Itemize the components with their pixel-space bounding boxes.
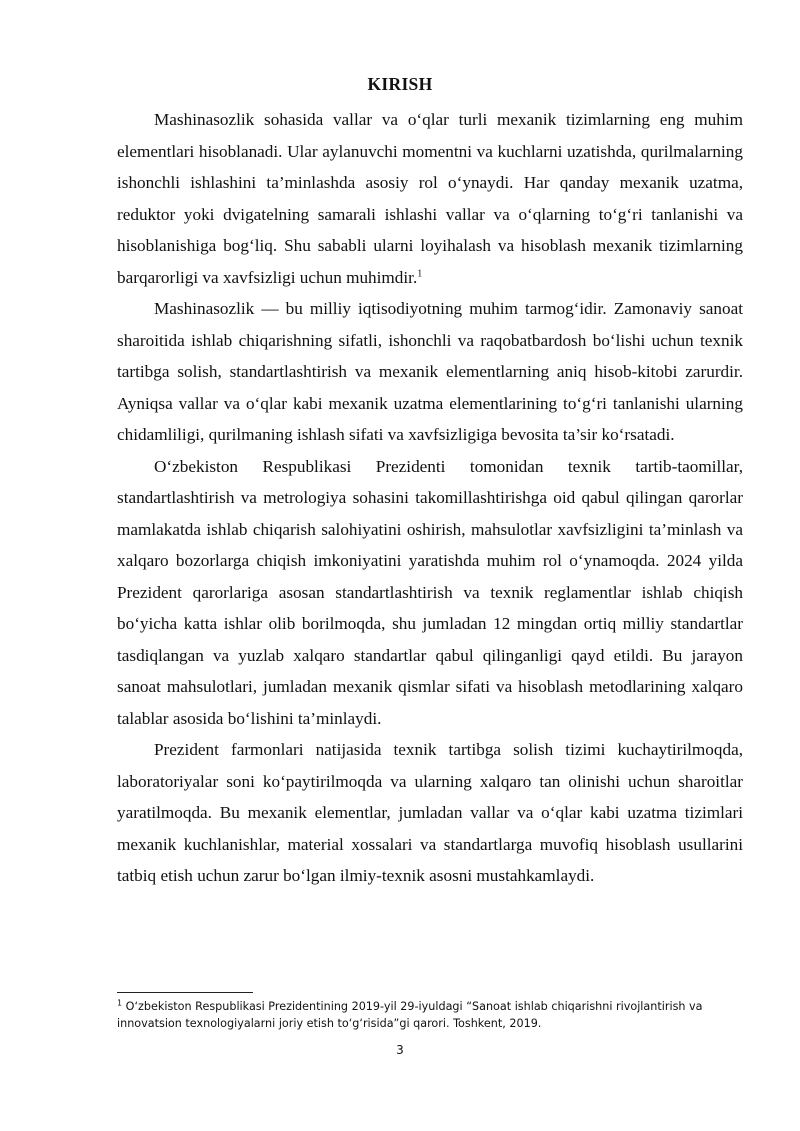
paragraph-3: O‘zbekiston Respublikasi Prezidenti tomonidan texnik tartib-taomillar, standartlashtirish va metrologiya sohasini takomillashtirishga oid qabul qilingan qarorlar mamlakatda ishlab chiqarish salohiyatini oshirish, mahsulotlar xavfsizligini ta’minlash va xalqaro bozorlarga chiqish imkoniyatini yaratishda muhim rol o‘ynamoqda. 2024 yilda Prezident qarorlariga asosan standartlashtirish va texnik reglamentlar ishlab chiqish bo‘yicha katta ishlar olib borilmoqda, shu jumladan 12 mingdan ortiq milliy standartlar tasdiqlangan va yuzlab xalqaro standartlar qabul qilinganligi qayd etildi. Bu jarayon sanoat mahsulotlari, jumladan mexanik qismlar sifati va hisoblash metodlarining xalqaro talablar asosida bo‘lishini ta’minlaydi. [117,456,743,728]
footnote-marker: 1 [117,998,123,1008]
paragraph-4: Prezident farmonlari natijasida texnik tartibga solish tizimi kuchaytirilmoqda, laboratoriyalar soni ko‘paytirilmoqda va ularning xalqaro tan olinishi uchun sharoitlar yaratilmoqda. Bu mexanik elementlar, jumladan vallar va o‘qlar kabi uzatma tizimlari mexanik kuchlanishlar, material xossalari va standartlarga muvofiq hisoblash usullarini tatbiq etish uchun zarur bo‘lgan ilmiy-texnik asosni mustahkamlaydi. [117,740,743,885]
body-text [117,104,743,892]
paragraph-1 [117,104,743,293]
paragraph-2: Mashinasozlik — bu milliy iqtisodiyotning muhim tarmog‘idir. Zamonaviy sanoat sharoitida ishlab chiqarishning sifatli, ishonchli va raqobatbardosh bo‘lishi uchun texnik tartibga solish, standartlashtirish va mexanik elementlarning aniq hisob-kitobi zarurdir. Ayniqsa vallar va o‘qlar kabi mexanik uzatma elementlarining to‘g‘ri tanlanishi ularning chidamliligi, qurilmaning ishlash sifati va xavfsizligiga bevosita ta’sir ko‘rsatadi. [117,299,743,444]
footnote-separator [117,992,253,993]
section-title: KIRISH [367,74,433,94]
page-number: 3 [396,1043,404,1057]
footnote-reference: 1 [417,267,423,279]
footnote [117,998,743,1032]
paragraph-1-text: Mashinasozlik sohasida vallar va o‘qlar turli mexanik tizimlarning eng muhim elementlari hisoblanadi. Ular aylanuvchi momentni va kuchlarni uzatishda, qurilmalarning ishonchli ishlashini ta’minlashda asosiy rol o‘ynaydi. Har qanday mexanik uzatma, reduktor yoki dvigatelning samarali ishlashi vallar va o‘qlarning to‘g‘ri tanlanishi va hisoblanishiga bog‘liq. Shu sababli ularni loyihalash va hisoblash mexanik tizimlarning barqarorligi va xavfsizligi uchun muhimdir. [117,110,743,287]
footnote-text: O‘zbekiston Respublikasi Prezidentining 2019-yil 29-iyuldagi “Sanoat ishlab chiqarishni rivojlantirish va innovatsion texnologiyalarni joriy etish to‘g‘risida”gi qarori. Toshkent, 2019. [117,1000,703,1030]
